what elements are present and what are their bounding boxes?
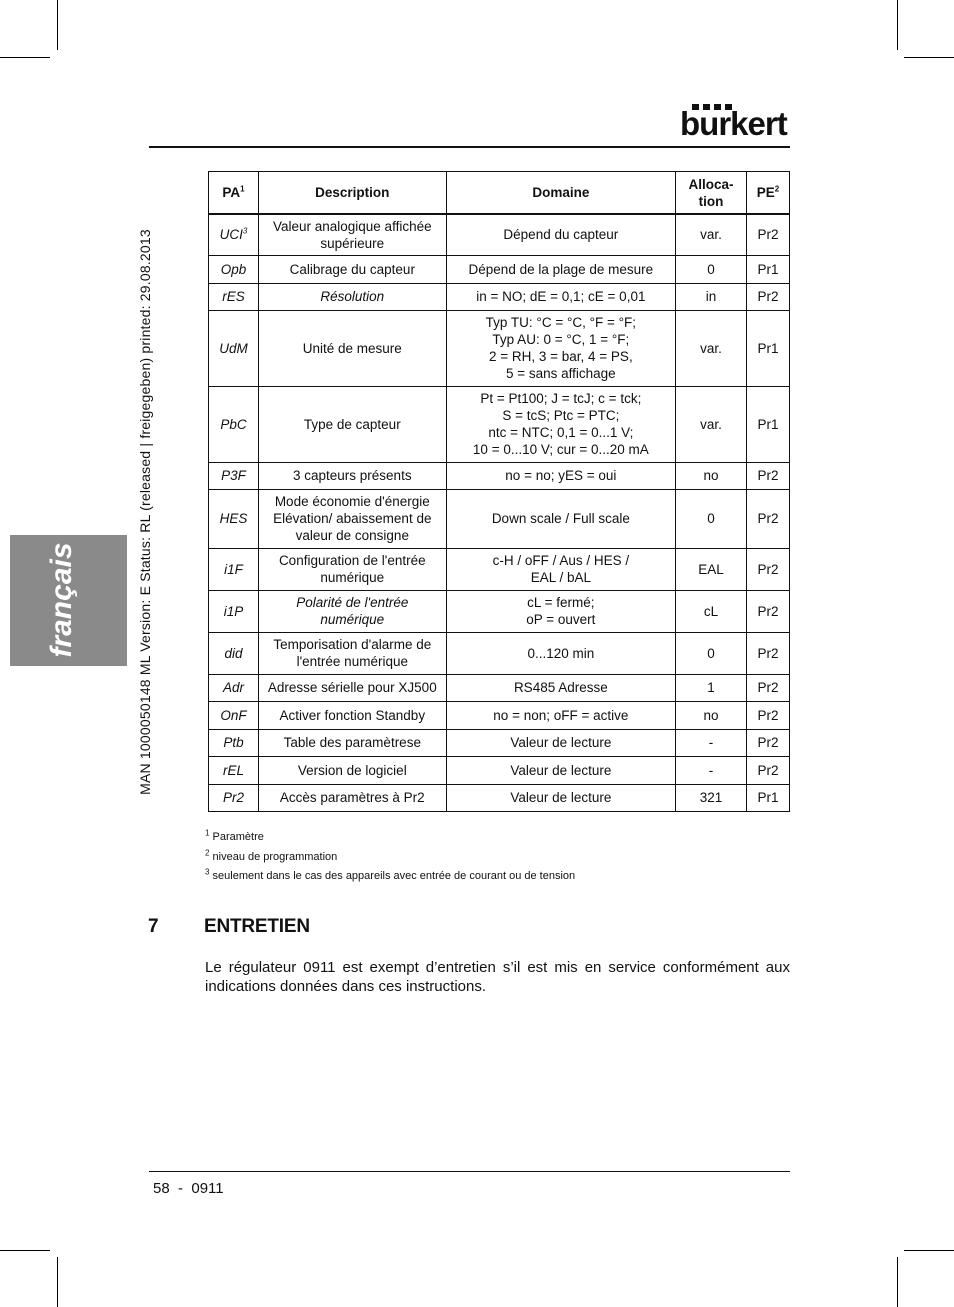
- table-row: [209, 386, 790, 462]
- cell-allocation: -: [676, 756, 747, 784]
- footnote: $^2$ niveau de programmation: [205, 847, 338, 863]
- footnote: $^3$ seulement dans le cas des appareils avec entrée de courant ou de tension: [205, 867, 576, 882]
- cell-pe: Pr2: [747, 462, 790, 489]
- burkert-logo: [680, 104, 790, 140]
- footnotes: [205, 828, 575, 887]
- header-domaine: Domaine: [446, 172, 675, 215]
- cell-pe: Pr1: [747, 310, 790, 386]
- table-row: [209, 548, 790, 590]
- cell-domaine: c-H / oFF / Aus / HES / EAL / bAL: [446, 548, 675, 590]
- table-row: [209, 462, 790, 489]
- cell-pa: P3F: [209, 462, 259, 489]
- cell-description: Résolution: [258, 283, 446, 310]
- cell-allocation: 1: [676, 674, 747, 701]
- table-row: [209, 784, 790, 811]
- document-meta: MAN 1000050148 ML Version: E Status: RL (released | freigegeben) printed: 29.08.2013: [137, 229, 153, 795]
- cell-description: Valeur analogique affichée supérieure: [258, 214, 446, 255]
- logo-wordmark: burkert: [680, 105, 787, 142]
- cell-domaine: Typ TU: °C = °C, °F = °F; Typ AU: 0 = °C, 1 = °F; 2 = RH, 3 = bar, 4 = PS, 5 = sans affichage: [446, 310, 675, 386]
- cell-pe: Pr2: [747, 756, 790, 784]
- cell-domaine: RS485 Adresse: [446, 674, 675, 701]
- table-row: [209, 590, 790, 632]
- section-number: 7: [148, 916, 159, 937]
- cell-pa: Adr: [209, 674, 259, 701]
- crop-mark: [897, 0, 898, 50]
- table-row: [209, 674, 790, 701]
- cell-allocation: var.: [676, 214, 747, 255]
- cell-pe: Pr1: [747, 255, 790, 283]
- table-row: [209, 729, 790, 756]
- cell-pe: Pr2: [747, 283, 790, 310]
- cell-domaine: Dépend de la plage de mesure: [446, 255, 675, 283]
- cell-pe: Pr2: [747, 214, 790, 255]
- cell-allocation: var.: [676, 386, 747, 462]
- footnote: $^1$ Paramètre: [205, 828, 264, 843]
- cell-pa: PbC: [209, 386, 259, 462]
- cell-domaine: cL = fermé; oP = ouvert: [446, 590, 675, 632]
- cell-pe: Pr2: [747, 674, 790, 701]
- cell-domaine: Valeur de lecture: [446, 756, 675, 784]
- cell-description: Temporisation d'alarme de l'entrée numérique: [258, 632, 446, 674]
- cell-description: Mode économie d'énergie Elévation/ abaissement de valeur de consigne: [258, 489, 446, 548]
- section-paragraph: Le régulateur 0911 est exempt d’entretien s’il est mis en service conformément aux indications données dans ces instructions.: [205, 959, 790, 995]
- table-row: [209, 632, 790, 674]
- cell-domaine: Down scale / Full scale: [446, 489, 675, 548]
- cell-description: Accès paramètres à Pr2: [258, 784, 446, 811]
- crop-mark: [904, 57, 954, 58]
- cell-pe: Pr1: [747, 386, 790, 462]
- cell-pa: HES: [209, 489, 259, 548]
- cell-description: Polarité de l'entrée numérique: [258, 590, 446, 632]
- cell-domaine: no = no; yES = oui: [446, 462, 675, 489]
- cell-description: Activer fonction Standby: [258, 701, 446, 729]
- cell-domaine: 0...120 min: [446, 632, 675, 674]
- table-header-row: [209, 172, 790, 215]
- cell-description: Type de capteur: [258, 386, 446, 462]
- cell-pa: Pr2: [209, 784, 259, 811]
- cell-pa: Opb: [209, 255, 259, 283]
- footer-rule: [149, 1171, 790, 1172]
- cell-allocation: 321: [676, 784, 747, 811]
- crop-mark: [0, 57, 50, 58]
- cell-description: 3 capteurs présents: [258, 462, 446, 489]
- cell-allocation: -: [676, 729, 747, 756]
- cell-pa: i1F: [209, 548, 259, 590]
- cell-pe: Pr2: [747, 729, 790, 756]
- crop-mark: [0, 1250, 50, 1251]
- cell-domaine: Pt = Pt100; J = tcJ; c = tck; S = tcS; Ptc = PTC; ntc = NTC; 0,1 = 0...1 V; 10 = 0...10 V; cur = 0...20 mA: [446, 386, 675, 462]
- cell-allocation: 0: [676, 255, 747, 283]
- cell-pe: Pr2: [747, 632, 790, 674]
- cell-description: Table des paramètrese: [258, 729, 446, 756]
- cell-pe: Pr2: [747, 590, 790, 632]
- table-row: [209, 255, 790, 283]
- cell-allocation: cL: [676, 590, 747, 632]
- cell-pe: Pr2: [747, 489, 790, 548]
- cell-pa: did: [209, 632, 259, 674]
- cell-domaine: Valeur de lecture: [446, 729, 675, 756]
- header-description: Description: [258, 172, 446, 215]
- header-rule: [149, 146, 790, 148]
- cell-pa: rEL: [209, 756, 259, 784]
- crop-mark: [57, 0, 58, 50]
- cell-pa: Ptb: [209, 729, 259, 756]
- cell-pe: Pr2: [747, 701, 790, 729]
- header-pa: $PA^1$: [209, 172, 259, 215]
- cell-domaine: in = NO; dE = 0,1; cE = 0,01: [446, 283, 675, 310]
- cell-pe: Pr2: [747, 548, 790, 590]
- table-row: [209, 214, 790, 255]
- cell-domaine: Dépend du capteur: [446, 214, 675, 255]
- cell-pa: rES: [209, 283, 259, 310]
- cell-pa: UCI$^3$: [209, 214, 259, 255]
- cell-description: Adresse sérielle pour XJ500: [258, 674, 446, 701]
- cell-domaine: no = non; oFF = active: [446, 701, 675, 729]
- cell-description: Calibrage du capteur: [258, 255, 446, 283]
- table-row: [209, 756, 790, 784]
- cell-allocation: 0: [676, 489, 747, 548]
- parameter-table: [208, 171, 790, 812]
- cell-allocation: in: [676, 283, 747, 310]
- cell-pa: UdM: [209, 310, 259, 386]
- cell-allocation: EAL: [676, 548, 747, 590]
- table-row: [209, 701, 790, 729]
- cell-domaine: Valeur de lecture: [446, 784, 675, 811]
- language-tab-label: français: [45, 542, 78, 658]
- cell-description: Unité de mesure: [258, 310, 446, 386]
- header-allocation: Alloca- tion: [676, 172, 747, 215]
- crop-mark: [897, 1257, 898, 1307]
- table-row: [209, 310, 790, 386]
- cell-allocation: no: [676, 462, 747, 489]
- section-title: ENTRETIEN: [204, 916, 310, 937]
- crop-mark: [57, 1257, 58, 1307]
- cell-allocation: no: [676, 701, 747, 729]
- cell-pa: OnF: [209, 701, 259, 729]
- cell-allocation: var.: [676, 310, 747, 386]
- cell-pa: i1P: [209, 590, 259, 632]
- table-row: [209, 283, 790, 310]
- crop-mark: [904, 1250, 954, 1251]
- header-pe: $PE^2$: [747, 172, 790, 215]
- cell-description: Configuration de l'entrée numérique: [258, 548, 446, 590]
- table-row: [209, 489, 790, 548]
- page-number: 58 - 0911: [153, 1180, 224, 1197]
- cell-description: Version de logiciel: [258, 756, 446, 784]
- cell-pe: Pr1: [747, 784, 790, 811]
- cell-allocation: 0: [676, 632, 747, 674]
